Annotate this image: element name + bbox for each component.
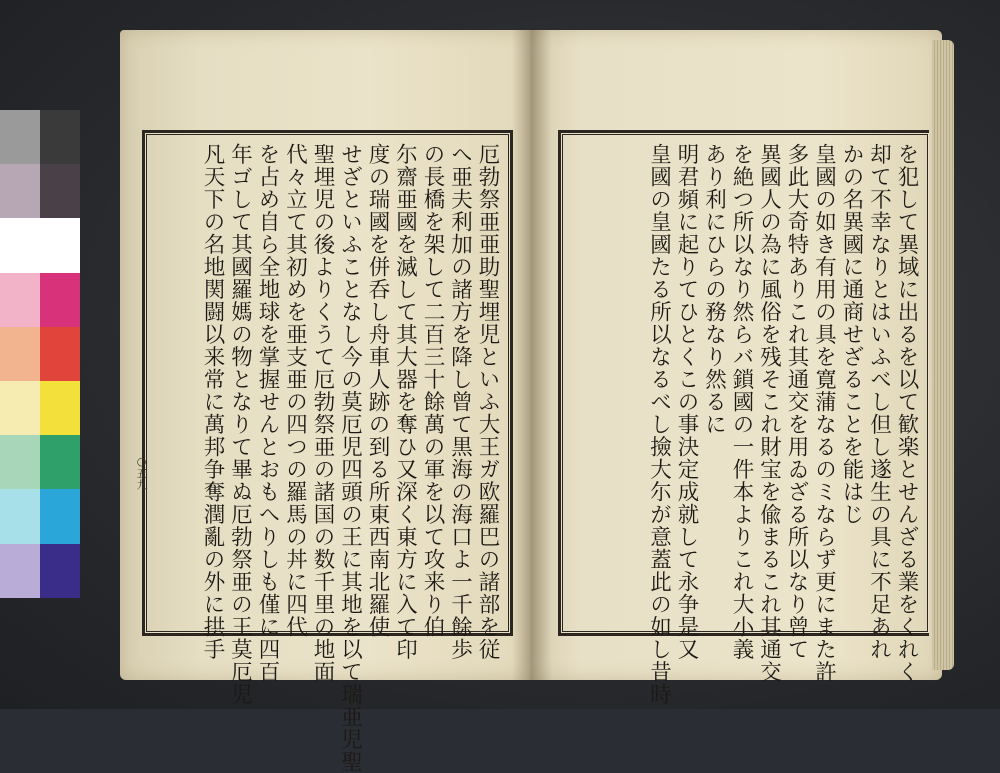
text-column: 明君頻に起りてひとくこの事決定成就して永争是又 xyxy=(674,143,699,661)
text-column: の長橋を架して二百三十餘萬の軍を以て攻来り伯 xyxy=(420,143,445,638)
text-column: 異國人の為に風俗を残そこれ財宝を偸まるこれ其通交 xyxy=(756,143,782,683)
text-column: 代々立て其初めを亜支亜の四つの羅馬の丼に四代 xyxy=(282,143,308,638)
calibration-swatch xyxy=(40,110,80,164)
text-column: 聖埋児の後よりくうて厄勃祭亜の諸国の数千里の地面 xyxy=(310,143,335,683)
calibration-swatch xyxy=(40,273,80,327)
right-page xyxy=(530,30,942,706)
calibration-swatch xyxy=(40,489,80,543)
color-calibration-strip xyxy=(0,110,80,598)
left-text-columns xyxy=(155,143,500,773)
calibration-swatch xyxy=(40,435,80,489)
calibration-swatch xyxy=(0,489,40,543)
text-column: せざといふことなし今の莫厄児四頭の王に其地を以て瑞亜児聖 xyxy=(337,143,363,773)
text-column: 凡天下の名地関闘以来常に萬邦争奪潤亂の外に拱手 xyxy=(200,143,225,661)
text-column: 皇國の皇國たる所以なるべし撿大尓が意蓋此の如し昔時 xyxy=(646,143,672,706)
text-column: 尓齋亜國を滅して其大器を奪ひ又深く東方に入て印 xyxy=(392,143,418,661)
calibration-swatch xyxy=(0,218,40,272)
text-column: 厄勃祭亜亜助聖埋児といふ大王ガ欧羅巴の諸部を従 xyxy=(475,143,500,661)
text-column: を絶つ所以なり然らバ鎖國の一件本よりこれ大小義 xyxy=(729,143,754,661)
text-column: を占め自ら全地球を掌握せんとおもへりしも僅に四百 xyxy=(255,143,280,683)
calibration-swatch xyxy=(40,164,80,218)
calibration-swatch xyxy=(0,435,40,489)
text-column: 度の瑞國を併呑し舟車人跡の到る所東西南北羅使 xyxy=(365,143,390,638)
calibration-swatch xyxy=(40,544,80,598)
text-column: 年ゴして其國羅媽の物となりて畢ぬ厄勃祭亜の王莫厄児 xyxy=(227,143,253,706)
text-column: 皇國の如き有用の具を寛蒲なるのミならず更にまた許 xyxy=(811,143,837,683)
calibration-swatch xyxy=(40,381,80,435)
text-column: へ亜夫利加の諸方を降し曾て黒海の海口よ一千餘歩 xyxy=(447,143,473,661)
text-column: 多此大奇特ありこれ其通交を用ゐざる所以なり曾て xyxy=(784,143,809,661)
page-edges xyxy=(932,40,954,670)
calibration-swatch xyxy=(0,273,40,327)
text-column: を犯して異域に出るを以て歓楽とせんざる業をくれく xyxy=(894,143,919,683)
calibration-swatch xyxy=(0,381,40,435)
calibration-swatch xyxy=(40,218,80,272)
open-book xyxy=(112,30,952,773)
calibration-swatch xyxy=(40,327,80,381)
calibration-swatch xyxy=(0,110,40,164)
right-text-columns xyxy=(569,143,919,706)
calibration-swatch xyxy=(0,164,40,218)
calibration-swatch xyxy=(0,544,40,598)
right-text-frame xyxy=(558,130,929,706)
folio-number: ○五九 xyxy=(135,455,148,490)
text-column: かの名異國に通商せざることを能はじ xyxy=(839,143,864,526)
text-column: あり利にひらの務なり然るに xyxy=(701,143,727,436)
left-page xyxy=(120,30,530,773)
left-text-frame xyxy=(142,130,513,773)
text-column: 却て不幸なりとはいふべし但し遂生の具に不足あれ xyxy=(866,143,892,661)
calibration-swatch xyxy=(0,327,40,381)
book-spine xyxy=(512,30,552,680)
